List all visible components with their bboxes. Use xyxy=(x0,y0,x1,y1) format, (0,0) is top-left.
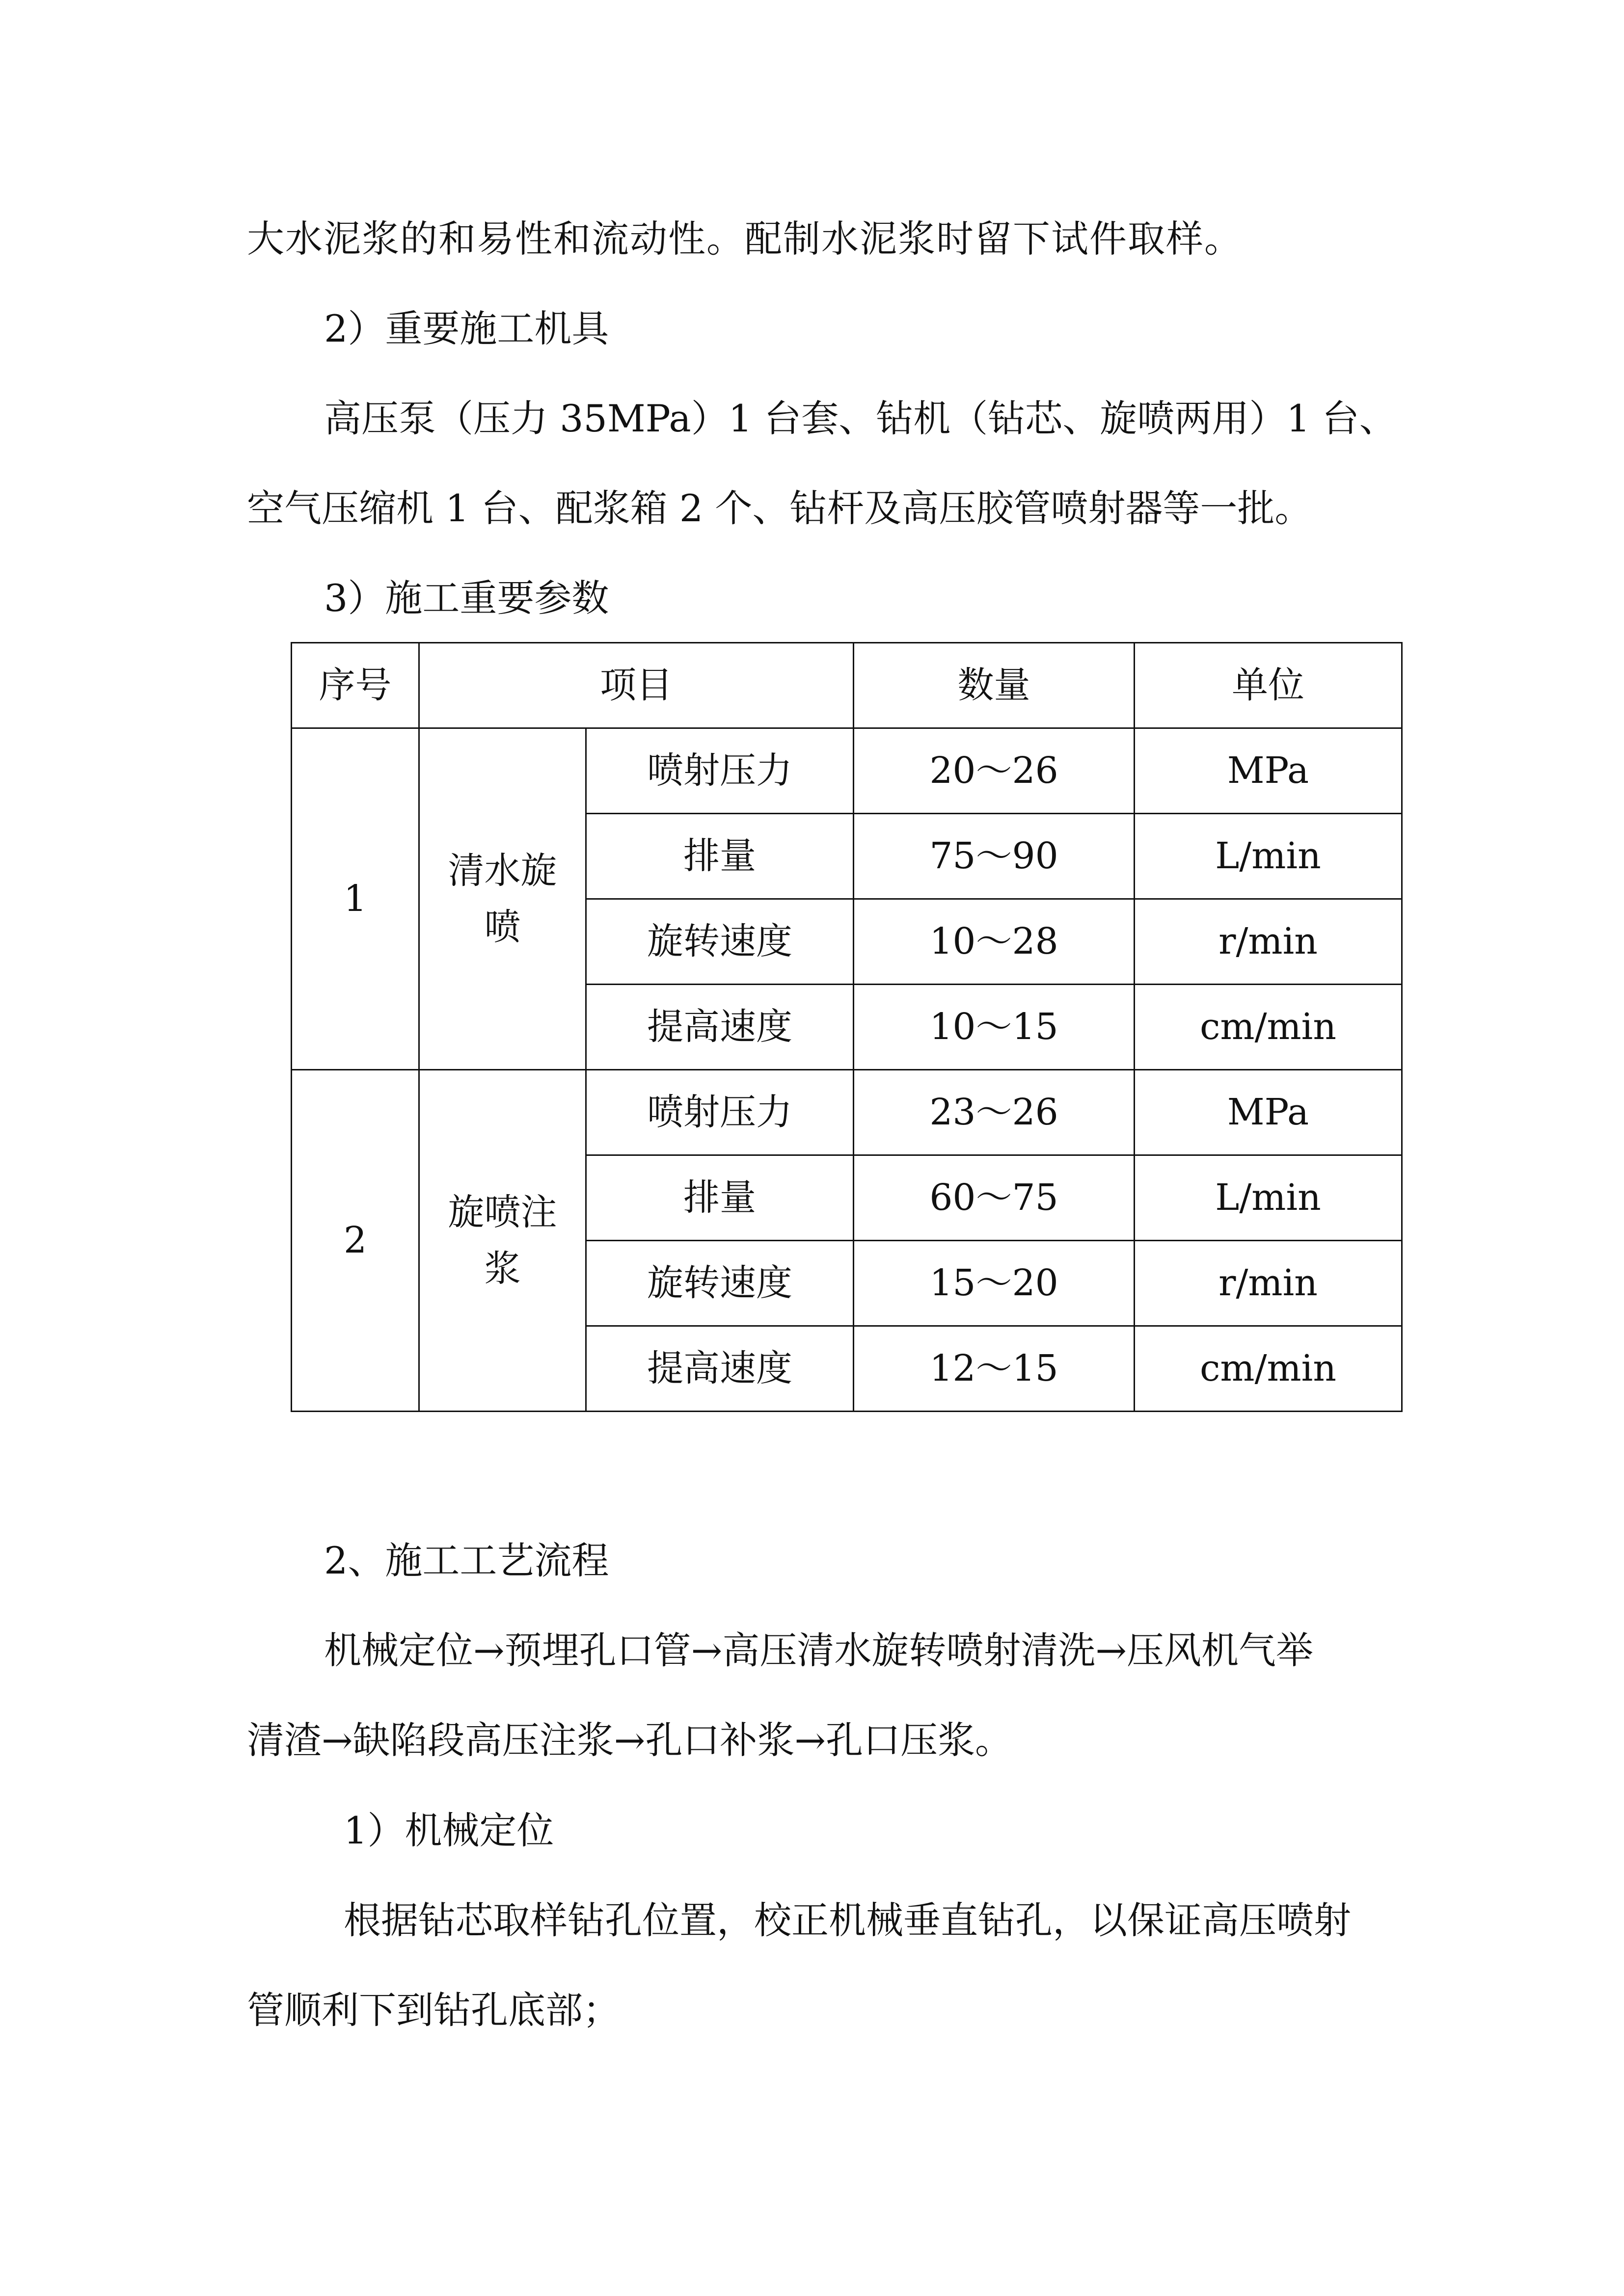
parameter-unit: L/min xyxy=(1135,1155,1402,1241)
section-heading: 3）施工重要参数 xyxy=(324,576,609,620)
parameter-unit: L/min xyxy=(1135,814,1402,899)
paragraph-line: 机械定位→预埋孔口管→高压清水旋转喷射清洗→压风机气举 xyxy=(324,1629,1314,1672)
parameter-unit: cm/min xyxy=(1135,985,1402,1070)
category-cell xyxy=(419,728,586,1070)
paragraph-line: 管顺利下到钻孔底部； xyxy=(247,1988,620,2032)
parameter-name: 旋转速度 xyxy=(586,899,854,985)
parameter-unit: r/min xyxy=(1135,1241,1402,1326)
parameter-name: 喷射压力 xyxy=(586,1070,854,1155)
row-number: 2 xyxy=(292,1070,419,1412)
category-label-line1: 旋喷注 xyxy=(448,1191,557,1233)
table-row xyxy=(292,728,1402,814)
paragraph-line: 空气压缩机 1 台、配浆箱 2 个、钻杆及高压胶管喷射器等一批。 xyxy=(247,486,1312,530)
row-number: 1 xyxy=(292,728,419,1070)
parameter-unit: cm/min xyxy=(1135,1326,1402,1412)
table-row xyxy=(292,1070,1402,1155)
header-no: 序号 xyxy=(292,643,419,728)
parameter-unit: MPa xyxy=(1135,1070,1402,1155)
table-header-row xyxy=(292,643,1402,728)
paragraph-line: 高压泵（压力 35MPa）1 台套、钻机（钻芯、旋喷两用）1 台、 xyxy=(324,397,1397,440)
parameter-name: 排量 xyxy=(586,1155,854,1241)
parameter-quantity: 10～15 xyxy=(854,985,1135,1070)
parameter-quantity: 10～28 xyxy=(854,899,1135,985)
category-cell xyxy=(419,1070,586,1412)
parameter-name: 喷射压力 xyxy=(586,728,854,814)
category-label-line1: 清水旋 xyxy=(448,849,557,892)
parameter-quantity: 20～26 xyxy=(854,728,1135,814)
parameter-unit: MPa xyxy=(1135,728,1402,814)
parameter-quantity: 15～20 xyxy=(854,1241,1135,1326)
parameter-quantity: 60～75 xyxy=(854,1155,1135,1241)
parameter-name: 提高速度 xyxy=(586,985,854,1070)
parameter-quantity: 75～90 xyxy=(854,814,1135,899)
parameter-quantity: 12～15 xyxy=(854,1326,1135,1412)
construction-parameters-table xyxy=(291,642,1403,1412)
header-quantity: 数量 xyxy=(854,643,1135,728)
category-label-line2: 浆 xyxy=(484,1247,521,1290)
paragraph-line: 根据钻芯取样钻孔位置，校正机械垂直钻孔，以保证高压喷射 xyxy=(344,1898,1351,1942)
parameter-name: 提高速度 xyxy=(586,1326,854,1412)
category-label-line2: 喷 xyxy=(484,906,521,948)
header-item: 项目 xyxy=(419,643,854,728)
paragraph-line: 清渣→缺陷段高压注浆→孔口补浆→孔口压浆。 xyxy=(247,1718,1013,1762)
section-heading: 1）机械定位 xyxy=(344,1809,554,1852)
parameter-quantity: 23～26 xyxy=(854,1070,1135,1155)
section-heading: 2）重要施工机具 xyxy=(324,307,609,350)
header-unit: 单位 xyxy=(1135,643,1402,728)
parameter-name: 旋转速度 xyxy=(586,1241,854,1326)
section-heading: 2、施工工艺流程 xyxy=(324,1539,609,1582)
paragraph-line: 大水泥浆的和易性和流动性。配制水泥浆时留下试件取样。 xyxy=(247,217,1243,261)
parameter-name: 排量 xyxy=(586,814,854,899)
parameter-unit: r/min xyxy=(1135,899,1402,985)
